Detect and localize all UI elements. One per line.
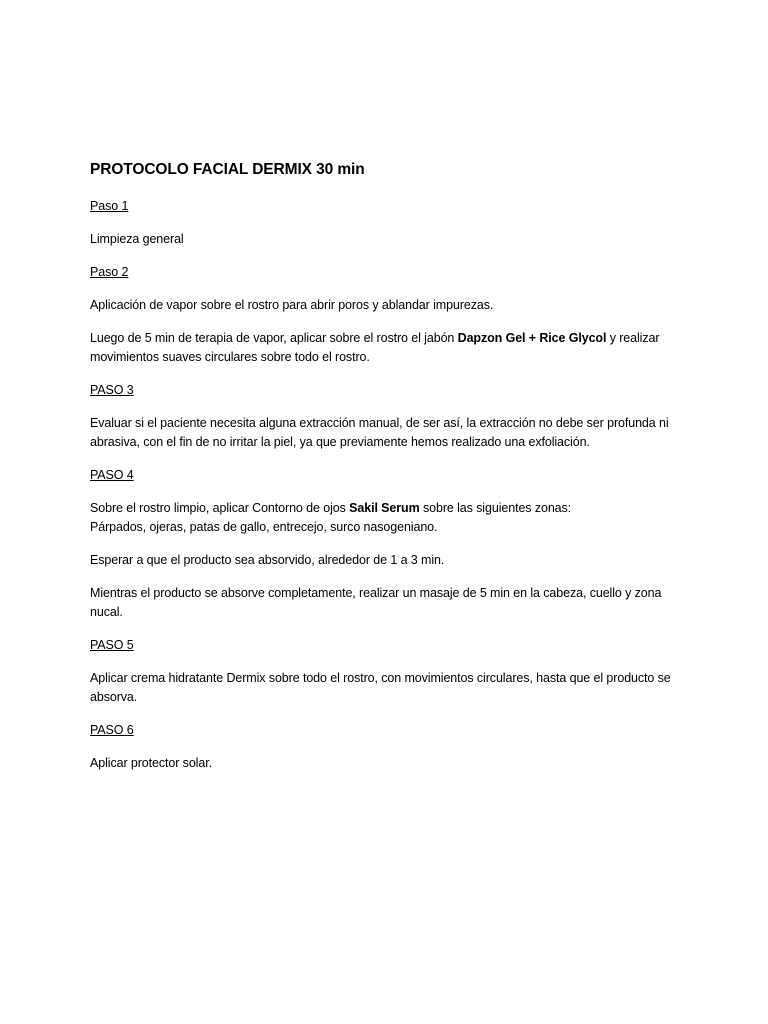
step-4-product-name: Sakil Serum <box>349 501 420 515</box>
step-4-text-1-pre: Sobre el rostro limpio, aplicar Contorno de ojos <box>90 501 350 515</box>
step-2-text-2-post: y realizar movimientos suaves circulares sobre todo el rostro. <box>90 331 660 364</box>
step-2-heading: Paso 2 <box>90 265 129 279</box>
document-page <box>90 160 680 787</box>
step-1-heading: Paso 1 <box>90 199 129 213</box>
step-5-heading: PASO 5 <box>90 638 134 652</box>
step-2-text-1: Aplicación de vapor sobre el rostro para abrir poros y ablandar impurezas. <box>90 298 494 312</box>
step-5-text: Aplicar crema hidratante Dermix sobre todo el rostro, con movimientos circulares, hasta que el producto se absorva. <box>90 671 671 704</box>
step-4-text-1 <box>90 499 680 537</box>
step-4-text-3: Mientras el producto se absorve completamente, realizar un masaje de 5 min en la cabeza, cuello y zona nucal. <box>90 586 662 619</box>
step-4-heading: PASO 4 <box>90 468 134 482</box>
step-6-heading: PASO 6 <box>90 723 134 737</box>
step-1-text: Limpieza general <box>90 232 184 246</box>
step-2-product-name: Dapzon Gel + Rice Glycol <box>457 331 607 345</box>
step-3-text: Evaluar si el paciente necesita alguna extracción manual, de ser así, la extracción no debe ser profunda ni abrasiva, con el fin de no irritar la piel, ya que previamente hemos realizado una exfoliación. <box>90 416 669 449</box>
step-4-text-1-post: sobre las siguientes zonas: <box>419 501 572 515</box>
step-2-text-2-pre: Luego de 5 min de terapia de vapor, aplicar sobre el rostro el jabón <box>90 331 458 345</box>
step-4-text-2: Esperar a que el producto sea absorvido, alrededor de 1 a 3 min. <box>90 553 445 567</box>
step-2-text-2 <box>90 329 680 367</box>
step-4-zones: Párpados, ojeras, patas de gallo, entrecejo, surco nasogeniano. <box>90 520 438 534</box>
step-3-heading: PASO 3 <box>90 383 134 397</box>
document-title: PROTOCOLO FACIAL DERMIX 30 min <box>90 161 365 178</box>
step-6-text: Aplicar protector solar. <box>90 756 212 770</box>
